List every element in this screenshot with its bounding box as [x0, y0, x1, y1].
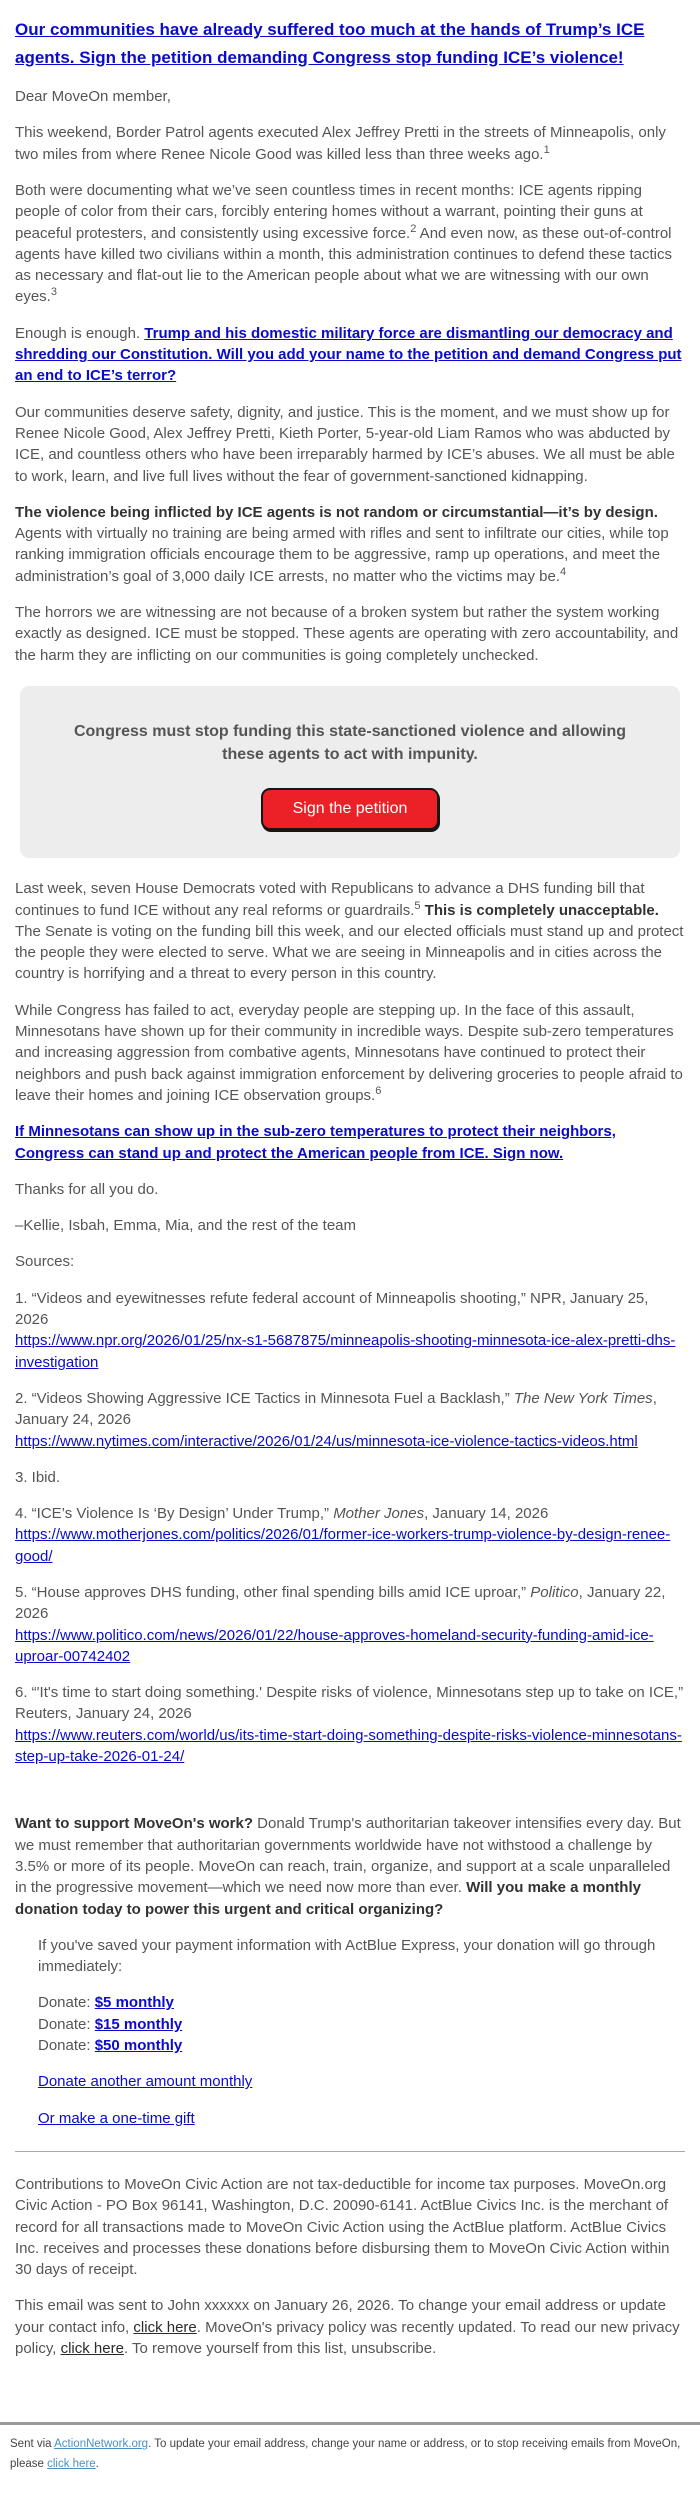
headline-link[interactable]: Our communities have already suffered too much at the hands of Trump’s ICE agents. Sign the petition demanding Congress stop funding ICE’s violence!	[15, 20, 645, 67]
text-segment: The horrors we are witnessing are not because of a broken system but rather the system working exactly as designed. ICE must be stopped. These agents are operating with zero accountability, and the harm they are inflicting on our communities is going completely unchecked.	[15, 604, 679, 664]
text-segment: This weekend, Border Patrol agents executed Alex Jeffrey Pretti in the streets of Minneapolis, only two miles from where Renee Nicole Good was killed less than three weeks ago.	[15, 124, 666, 163]
text-segment: Our communities deserve safety, dignity, and justice. This is the moment, and we must show up for Renee Nicole Good, Alex Jeffrey Pretti, Kieth Porter, 5-year-old Liam Ramos who was abducted by ICE, and countless others who have been irreparably harmed by ICE’s abuses. We all must be able to work, learn, and live full lives without the fear of government-sanctioned kidnapping.	[15, 403, 675, 485]
email-footer	[0, 2422, 700, 2508]
text-segment: 6	[375, 1084, 382, 1097]
petition-link[interactable]: Trump and his domestic military force are dismantling our democracy and shredding our Constitution. Will you add your name to the petition and demand Congress put an end to ICE’s terror?	[15, 324, 682, 385]
text-segment: 6. “'It's time to start doing something.' Despite risks of violence, Minnesotans step up to take on ICE,” Reuters, January 24, 2026	[15, 1684, 684, 1723]
donate-other-paragraph	[38, 2071, 685, 2092]
donate-other-link[interactable]: Donate another amount monthly	[38, 2073, 253, 2091]
text-segment: While Congress has failed to act, everyday people are stepping up. In the face of this assault, Minnesotans have shown up for their community in incredible ways. Despite sub-zero temperatures and increasing aggression from combative agents, Minnesotans have continued to protect their neighbors and push back against immigration enforcement by delivering groceries to people afraid to leave their homes and joining ICE observation groups.	[15, 1001, 683, 1104]
text-segment: Sources:	[15, 1253, 75, 1271]
source-item-2	[15, 1388, 685, 1452]
text-segment: . To update your email address, change your name or address, or to stop receiving emails from MoveOn, please	[10, 2438, 681, 2470]
paragraph-thanks	[15, 1179, 685, 1200]
text-segment: . MoveOn's privacy policy was recently updated. To read our new privacy policy,	[15, 2318, 680, 2357]
text-segment: Will you make a monthly donation today to power this urgent and critical organizing?	[15, 1879, 641, 1918]
privacy-policy-link[interactable]: click here	[60, 2340, 124, 2357]
support-paragraph	[15, 1813, 685, 1919]
text-segment: 1	[543, 143, 550, 156]
footer-text	[10, 2435, 690, 2474]
text-segment: 2	[410, 222, 417, 235]
contributions-paragraph	[15, 2174, 685, 2280]
one-time-gift-paragraph	[38, 2108, 685, 2129]
actblue-paragraph	[38, 1935, 685, 1978]
paragraph-enough	[15, 323, 685, 387]
text-segment: . To remove yourself from this list, unsubscribe.	[123, 2340, 437, 2357]
source-item-1	[15, 1288, 685, 1373]
donate-options	[38, 1992, 685, 2056]
source-item-3	[15, 1467, 685, 1488]
donate-5-link[interactable]: $5 monthly	[94, 1994, 174, 2012]
text-segment: .	[95, 2457, 99, 2470]
text-segment: Agents with virtually no training are being armed with rifles and sent to infiltrate our cities, while top ranking immigration officials encourage them to be aggressive, ramp up operations, and meet the administration’s goal of 3,000 daily ICE arrests, no matter who the victims may be.	[15, 525, 669, 585]
sign-now-link[interactable]: If Minnesotans can show up in the sub-zero temperatures to protect their neighbors, Congress can stand up and protect the American people from ICE. Sign now.	[15, 1123, 616, 1162]
source-item-6	[15, 1682, 685, 1767]
divider	[15, 2151, 685, 2152]
text-segment: Both were documenting what we’ve seen countless times in recent months: ICE agents ripping people of color from their cars, forcibly entering homes without a warrant, pointing their guns at peaceful protesters, and consistently using excessive force.	[15, 181, 643, 242]
text-segment: 4	[559, 565, 567, 578]
source-link-2[interactable]: https://www.nytimes.com/interactive/2026/01/24/us/minnesota-ice-violence-tactics-videos.html	[15, 1432, 638, 1450]
paragraph-sign-now	[15, 1121, 685, 1164]
paragraph-horrors	[15, 602, 685, 666]
source-link-4[interactable]: https://www.motherjones.com/politics/2026/01/former-ice-workers-trump-violence-by-design-renee-good/	[15, 1526, 671, 1565]
sources-label	[15, 1251, 685, 1272]
text-segment: Congress must stop funding this state-sanctioned violence and allowing these agents to act with impunity.	[73, 722, 627, 764]
callout-heading	[62, 720, 638, 766]
text-segment: Thanks for all you do.	[15, 1180, 159, 1198]
paragraph-by-design	[15, 502, 685, 587]
text-segment: Last week, seven House Democrats voted with Republicans to advance a DHS funding bill that continues to fund ICE without any real reforms or guardrails.	[15, 880, 645, 919]
signature	[15, 1215, 685, 1236]
source-link-1[interactable]: https://www.npr.org/2026/01/25/nx-s1-5687875/minneapolis-shooting-minnesota-ice-alex-pretti-dhs-investigation	[15, 1332, 676, 1371]
text-segment: 5. “House approves DHS funding, other final spending bills amid ICE uproar,”	[15, 1583, 531, 1601]
source-link-6[interactable]: https://www.reuters.com/world/us/its-time-start-doing-something-despite-risks-violence-minnesotans-step-up-take-2026-01-24/	[15, 1726, 682, 1766]
text-segment: Donald Trump's authoritarian takeover intensifies every day. But we must remember that authoritarian governments worldwide have not withstood a challenge by 3.5% or more of its people. MoveOn can reach, train, organize, and support at a scale unparalleled in the progressive movement—which we need now more than ever.	[15, 1815, 681, 1897]
donate-prefix: Donate:	[38, 2015, 95, 2033]
paragraph-minnesotans	[15, 1000, 685, 1106]
donate-prefix: Donate:	[38, 2037, 95, 2055]
text-segment: The New York Times	[513, 1389, 653, 1407]
text-segment: This email was sent to John xxxxxx on January 26, 2026. To change your email address or update your contact info,	[15, 2297, 666, 2336]
sent-info-paragraph	[15, 2295, 685, 2359]
text-segment: , January 24, 2026	[15, 1389, 657, 1429]
footer-click-here-link[interactable]: click here	[47, 2457, 96, 2470]
text-segment: 3. Ibid.	[15, 1468, 61, 1486]
paragraph-house-vote	[15, 878, 685, 984]
text-segment: Enough is enough.	[15, 324, 145, 342]
email-blocks	[15, 86, 685, 2359]
text-segment: 1. “Videos and eyewitnesses refute federal account of Minneapolis shooting,” NPR, January 25, 2026	[15, 1289, 649, 1329]
text-segment: The Senate is voting on the funding bill this week, and our elected officials must stand up and protect the people they were elected to serve. What we are seeing in Minneapolis and in cities across the country is horrifying and a threat to every person in this country.	[15, 922, 684, 983]
donate-15-link[interactable]: $15 monthly	[94, 2015, 183, 2033]
text-segment: Politico	[530, 1583, 579, 1601]
action-network-link[interactable]: ActionNetwork.org	[54, 2438, 149, 2451]
paragraph-communities	[15, 402, 685, 487]
update-contact-link[interactable]: click here	[133, 2318, 197, 2336]
text-segment: Mother Jones	[333, 1505, 425, 1523]
text-segment: Sent via	[10, 2438, 55, 2451]
text-segment: 5	[414, 899, 421, 912]
greeting	[15, 86, 685, 107]
text-segment: 3	[50, 286, 57, 299]
text-segment: Want to support MoveOn's work?	[15, 1815, 254, 1833]
donate-50-link[interactable]: $50 monthly	[94, 2037, 183, 2055]
text-segment: 2. “Videos Showing Aggressive ICE Tactics in Minnesota Fuel a Backlash,”	[15, 1389, 514, 1407]
text-segment: Dear MoveOn member,	[15, 88, 171, 106]
text-segment: , January 22, 2026	[15, 1583, 666, 1623]
sign-petition-button[interactable]: Sign the petition	[261, 788, 440, 830]
one-time-gift-link[interactable]: Or make a one-time gift	[38, 2109, 195, 2127]
text-segment: Contributions to MoveOn Civic Action are not tax-deductible for income tax purposes. MoveOn.org Civic Action - PO Box 96141, Washington, D.C. 20090-6141. ActBlue Civics Inc. is the merchant of record for all transactions made to MoveOn Civic Action using the ActBlue platform. ActBlue Civics Inc. receives and processes these donations before disbursing them to MoveOn Civic Action within 30 days of receipt.	[15, 2175, 670, 2279]
paragraph-documenting	[15, 180, 685, 308]
petition-callout	[20, 686, 680, 858]
source-item-5	[15, 1582, 685, 1667]
source-item-4	[15, 1503, 685, 1567]
text-segment: The violence being inflicted by ICE agents is not random or circumstantial—it’s by design.	[15, 503, 658, 521]
text-segment: , January 14, 2026	[424, 1505, 549, 1523]
text-segment: 4. “ICE’s Violence Is ‘By Design’ Under Trump,”	[15, 1505, 334, 1523]
donate-prefix: Donate:	[38, 1994, 95, 2012]
text-segment: And even now, as these out-of-control agents have killed two civilians within a month, this administration continues to defend these tactics as necessary and flat-out lie to the American people about what we are witnessing with our own eyes.	[15, 224, 673, 306]
text-segment: –Kellie, Isbah, Emma, Mia, and the rest of the team	[15, 1217, 357, 1235]
text-segment: If you've saved your payment information with ActBlue Express, your donation will go through immediately:	[38, 1936, 656, 1976]
text-segment: This is completely unacceptable.	[424, 901, 659, 919]
source-link-5[interactable]: https://www.politico.com/news/2026/01/22/house-approves-homeland-security-funding-amid-ice-uproar-00742402	[15, 1626, 654, 1665]
paragraph-weekend	[15, 122, 685, 165]
